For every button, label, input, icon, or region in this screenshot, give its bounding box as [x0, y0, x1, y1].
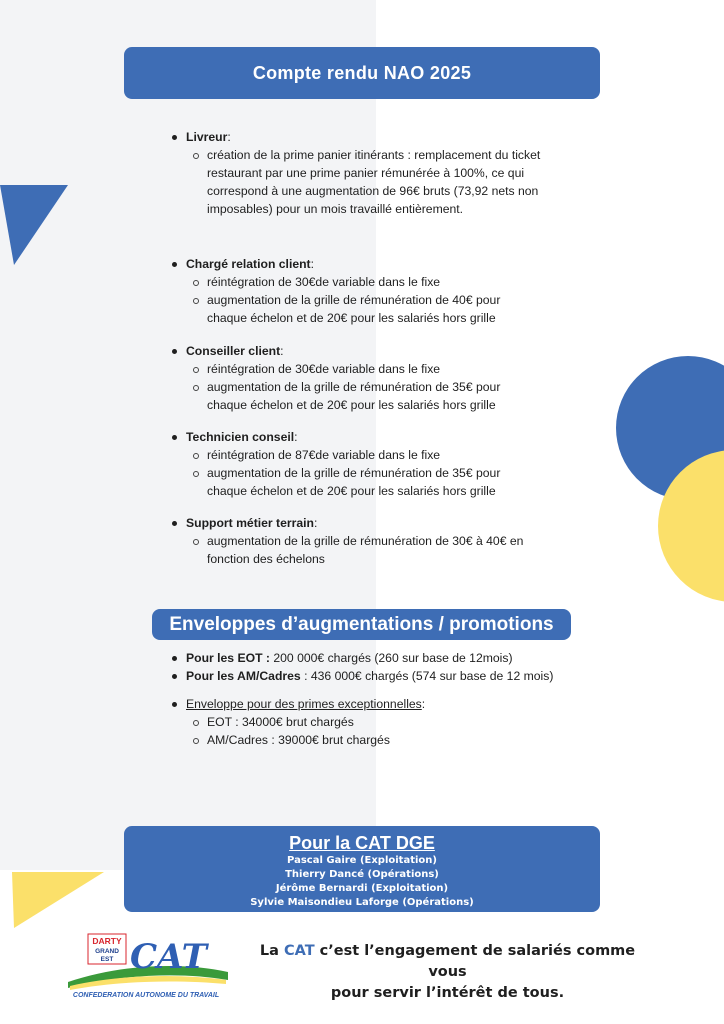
cat-member: Jérôme Bernardi (Exploitation) — [275, 883, 449, 894]
logo-cat: CAT — [130, 937, 207, 977]
logo-tagline: CONFEDERATION AUTONOME DU TRAVAIL — [72, 992, 220, 998]
cat-contacts-box — [124, 826, 600, 912]
section-conseiller-client: Conseiller client: réintégration de 30€de variable dans le fixe augmentation de la grille de rémunération de 35€ pour chaque échelon et de 20€ pour les salariés hors grille — [170, 342, 580, 414]
eot-text: 200 000€ chargés (260 sur base de 12mois) — [269, 651, 513, 665]
cat-member: Sylvie Maisondieu Laforge (Opérations) — [250, 897, 474, 908]
cat-member: Pascal Gaire (Exploitation) — [287, 855, 437, 866]
logo-est: EST — [100, 956, 114, 963]
slogan-brand: CAT — [283, 943, 315, 959]
section-heading: Chargé relation client — [186, 257, 311, 271]
list-item: augmentation de la grille de rémunération de 30€ à 40€ en fonction des échelons — [170, 532, 552, 568]
cat-member: Thierry Dancé (Opérations) — [285, 869, 439, 880]
envelopes-list — [170, 649, 580, 749]
section-charge-relation-client: Chargé relation client: réintégration de 30€de variable dans le fixe augmentation de la grille de rémunération de 40€ pour chaque échelon et de 20€ pour les salariés hors grille — [170, 255, 580, 327]
section-heading: Support métier terrain — [186, 516, 314, 530]
slogan-line1: c’est l’engagement de salariés comme vous — [314, 943, 636, 980]
page-title: Compte rendu NAO 2025 — [124, 47, 600, 99]
list-item: augmentation de la grille de rémunération de 40€ pour chaque échelon et de 20€ pour les salariés hors grille — [170, 291, 537, 327]
cat-title: Pour la CAT DGE — [289, 833, 435, 853]
section-heading: Technicien conseil — [186, 430, 295, 444]
logo-grand: GRAND — [95, 948, 119, 955]
slogan-pre: La — [259, 943, 284, 959]
list-item: réintégration de 30€de variable dans le fixe — [170, 273, 580, 291]
list-item: augmentation de la grille de rémunération de 35€ pour chaque échelon et de 20€ pour les salariés hors grille — [170, 464, 537, 500]
list-item: augmentation de la grille de rémunération de 35€ pour chaque échelon et de 20€ pour les salariés hors grille — [170, 378, 537, 414]
yellow-triangle-decoration — [0, 868, 110, 930]
eot-label: Pour les EOT : — [186, 651, 270, 665]
logo-darty: DARTY — [92, 936, 122, 946]
section-livreur: Livreur: création de la prime panier itinérants : remplacement du ticket restaurant par une prime panier rémunérée à 100%, ce qui correspond à une augmentation de 96€ bruts (73,92 nets non imposables) pour un mois travaillé entièrement. — [170, 128, 580, 218]
section-heading: Conseiller client — [186, 344, 281, 358]
am-label: Pour les AM/Cadres — [186, 669, 301, 683]
section-heading: Livreur — [186, 130, 228, 144]
list-item: création de la prime panier itinérants : remplacement du ticket restaurant par une prime panier rémunérée à 100%, ce qui correspond à une augmentation de 96€ bruts (73,92 nets non imposables) pour un mois travaillé entièrement. — [170, 146, 542, 218]
list-item: réintégration de 87€de variable dans le fixe — [170, 446, 580, 464]
slogan — [240, 941, 655, 1004]
cat-logo — [62, 928, 230, 998]
yellow-circle-decoration — [656, 448, 724, 604]
primes-label: Enveloppe pour des primes exceptionnelles — [186, 697, 422, 711]
list-item: EOT : 34000€ brut chargés — [170, 713, 580, 731]
section-technicien-conseil: Technicien conseil: réintégration de 87€de variable dans le fixe augmentation de la grille de rémunération de 35€ pour chaque échelon et de 20€ pour les salariés hors grille — [170, 428, 580, 500]
list-item: réintégration de 30€de variable dans le fixe — [170, 360, 580, 378]
blue-triangle-decoration — [0, 180, 72, 270]
am-text: : 436 000€ chargés (574 sur base de 12 mois) — [300, 669, 554, 683]
section-support-metier-terrain: Support métier terrain: augmentation de la grille de rémunération de 30€ à 40€ en fonction des échelons — [170, 514, 580, 568]
envelopes-title: Enveloppes d’augmentations / promotions — [152, 609, 571, 640]
slogan-line2: pour servir l’intérêt de tous. — [330, 985, 565, 1001]
list-item: AM/Cadres : 39000€ brut chargés — [170, 731, 580, 749]
primes-suffix: : — [421, 697, 426, 711]
